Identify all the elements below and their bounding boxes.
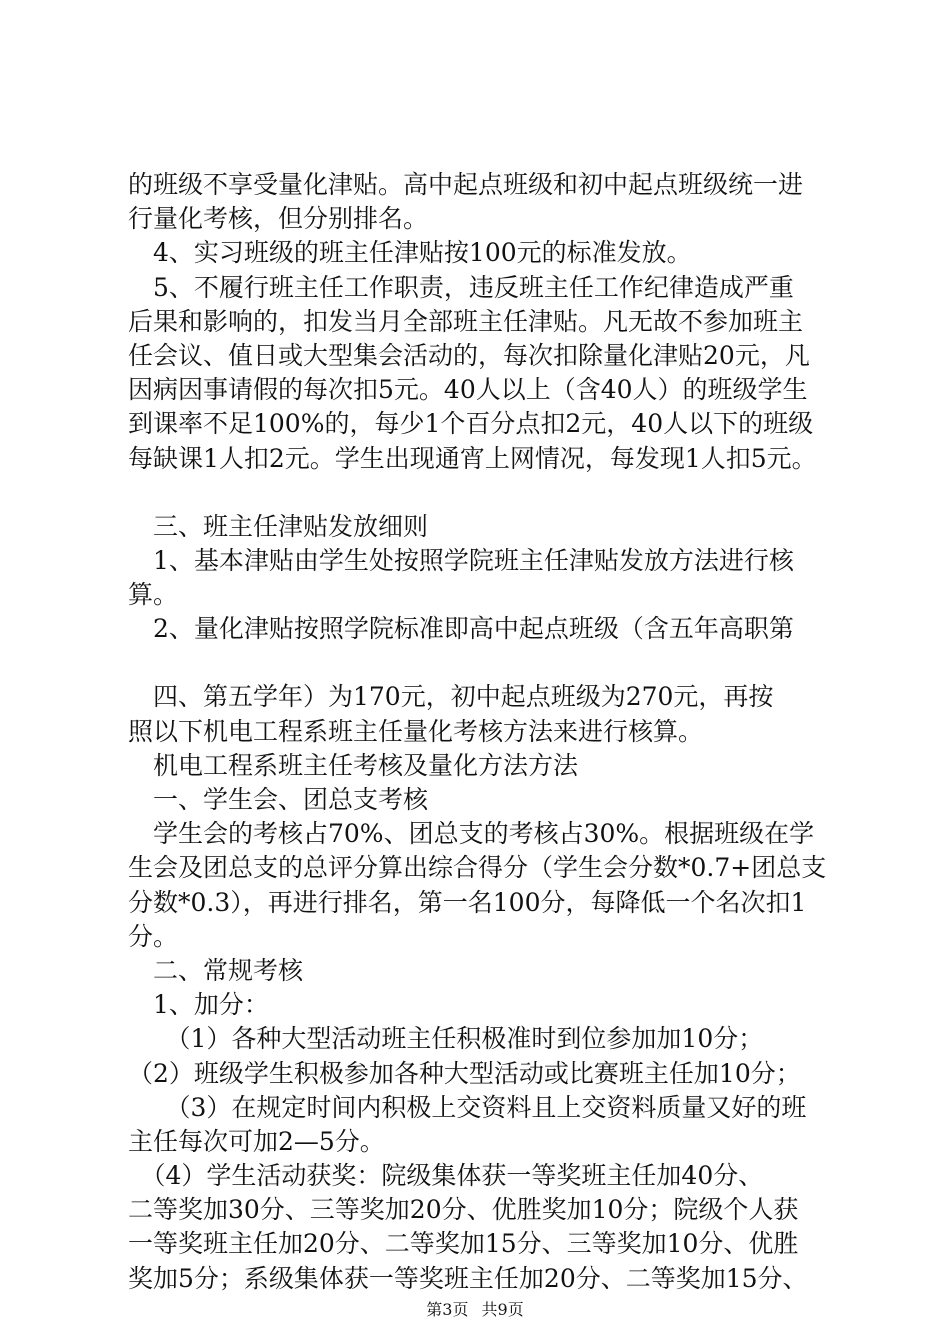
text-line: 二等奖加30分、三等奖加20分、优胜奖加10分；院级个人获 <box>128 1195 799 1225</box>
text-line: 1、加分： <box>128 990 269 1020</box>
text-line: 照以下机电工程系班主任量化考核方法来进行核算。 <box>128 716 704 746</box>
text-line: 后果和影响的，扣发当月全部班主任津贴。凡无故不参加班主 <box>128 306 804 336</box>
document-body <box>128 168 843 1296</box>
text-line: 分数*0.3），再进行排名，第一名100分，每降低一个名次扣1 <box>128 887 807 917</box>
text-line: 一等奖班主任加20分、二等奖加15分、三等奖加10分、优胜 <box>128 1229 799 1259</box>
paragraph-gap <box>128 646 843 680</box>
text-line: （2）班级学生积极参加各种大型活动或比赛班主任加10分； <box>128 1058 801 1088</box>
text-line: 算。 <box>128 580 179 610</box>
text-line: （3）在规定时间内积极上交资料且上交资料质量又好的班 <box>128 1092 807 1122</box>
text-line: 二、常规考核 <box>128 955 304 985</box>
text-line: 到课率不足100%的，每少1个百分点扣2元，40人以下的班级 <box>128 409 814 439</box>
text-line: 任会议、值日或大型集会活动的，每次扣除量化津贴20元，凡 <box>128 340 810 370</box>
page-total: 共9页 <box>481 1300 524 1319</box>
text-line: 主任每次可加2—5分。 <box>128 1126 385 1156</box>
paragraph-gap <box>128 476 843 510</box>
text-line: 1、基本津贴由学生处按照学院班主任津贴发放方法进行核 <box>128 545 794 575</box>
text-line: 三、班主任津贴发放细则 <box>128 511 429 541</box>
page-footer <box>0 1300 950 1320</box>
text-line: 一、学生会、团总支考核 <box>128 785 429 814</box>
text-line: 每缺课1人扣2元。学生出现通宵上网情况，每发现1人扣5元。 <box>128 443 817 473</box>
text-line: 生会及团总支的总评分算出综合得分（学生会分数*0.7+团总支 <box>128 853 827 883</box>
text-line: 奖加5分；系级集体获一等奖班主任加20分、二等奖加15分、 <box>128 1263 808 1293</box>
text-line: 分。 <box>128 921 179 951</box>
text-line: 机电工程系班主任考核及量化方法方法 <box>128 750 579 780</box>
text-line: 2、量化津贴按照学院标准即高中起点班级（含五年高职第 <box>128 614 794 644</box>
text-line: 5、不履行班主任工作职责，违反班主任工作纪律造成严重 <box>128 272 794 302</box>
text-line: 学生会的考核占70%、团总支的考核占30%。根据班级在学 <box>128 819 815 849</box>
text-line: 4、实习班级的班主任津贴按100元的标准发放。 <box>128 238 692 268</box>
text-line: 因病因事请假的每次扣5元。40人以上（含40人）的班级学生 <box>128 375 808 405</box>
page-number: 第3页 <box>426 1300 469 1319</box>
text-line: 四、第五学年）为170元，初中起点班级为270元，再按 <box>128 682 774 712</box>
text-line: 行量化考核，但分别排名。 <box>128 204 429 234</box>
text-line: （4）学生活动获奖：院级集体获一等奖班主任加40分、 <box>128 1161 764 1191</box>
text-line: （1）各种大型活动班主任积极准时到位参加加10分； <box>128 1024 764 1054</box>
text-line: 的班级不享受量化津贴。高中起点班级和初中起点班级统一进 <box>128 170 804 199</box>
